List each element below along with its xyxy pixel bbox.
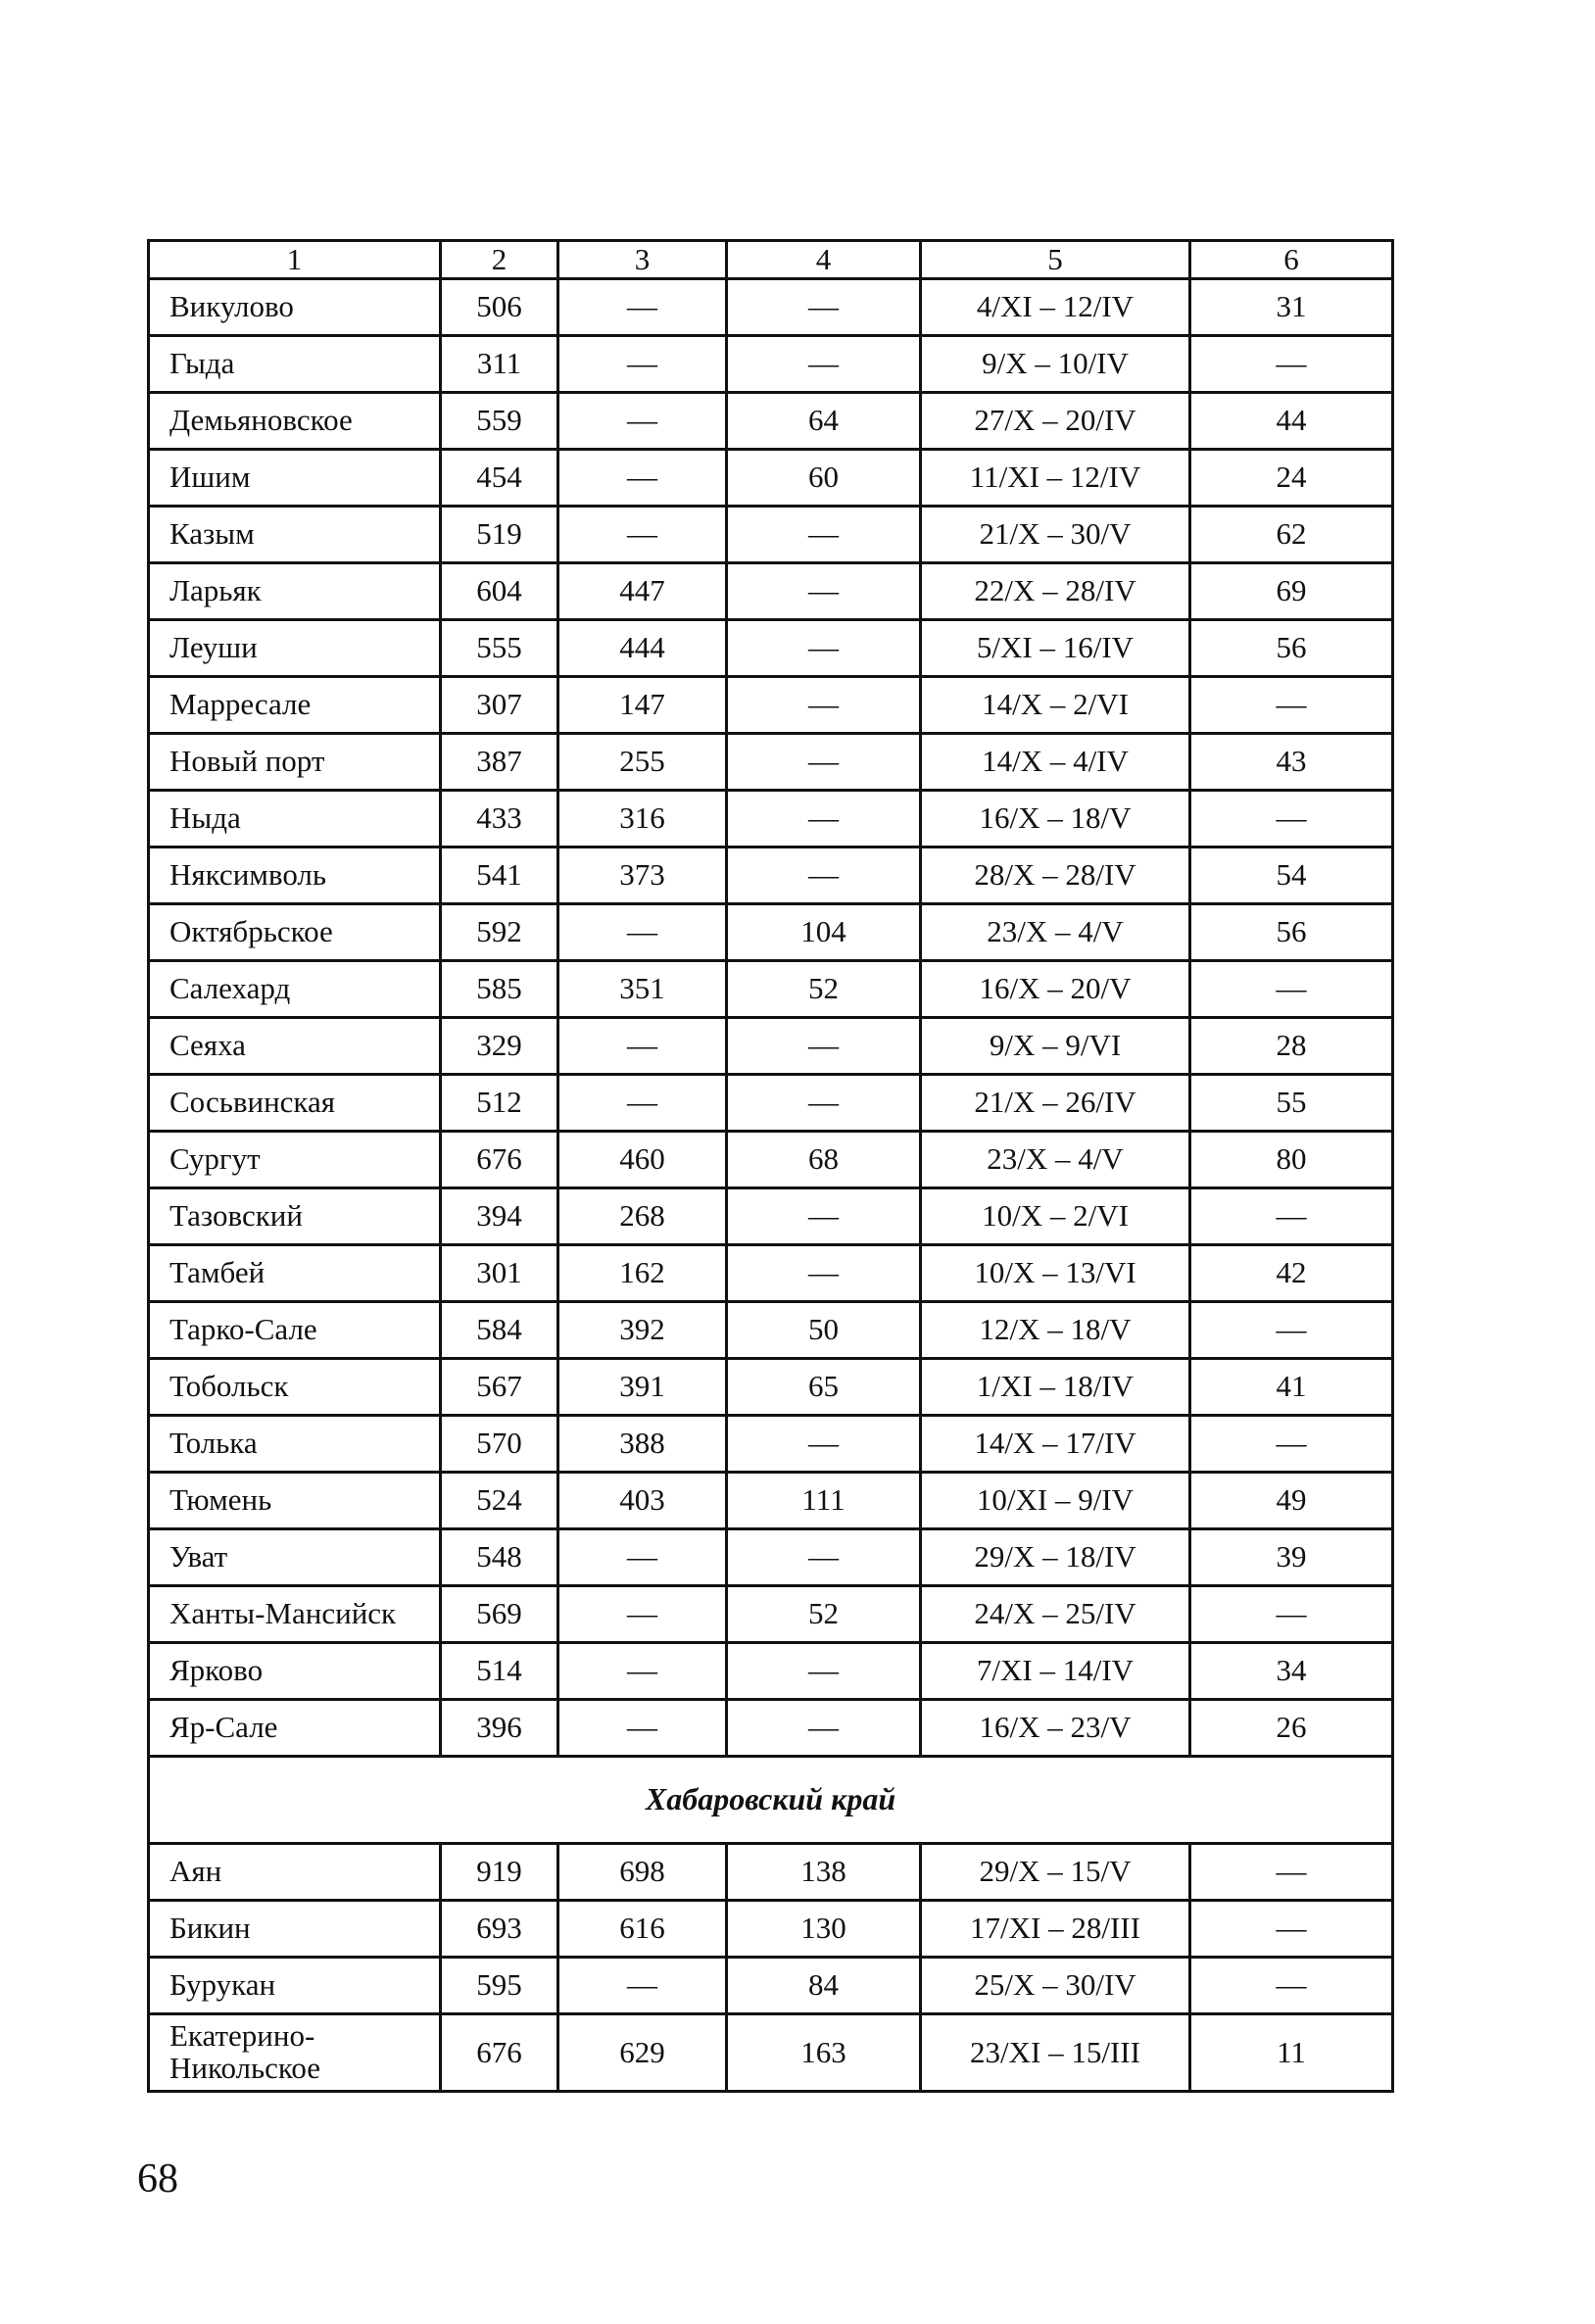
value-col-3-cell: 391 xyxy=(558,1359,727,1416)
period-col-5-cell: 22/X – 28/IV xyxy=(921,563,1190,620)
table-row xyxy=(149,1643,1393,1700)
value-col-6-cell: — xyxy=(1190,1586,1393,1643)
station-name-cell: Ларьяк xyxy=(149,563,441,620)
station-name-cell: Октябрьское xyxy=(149,904,441,961)
value-col-3-cell: 268 xyxy=(558,1188,727,1245)
value-col-2-cell: 524 xyxy=(441,1473,558,1529)
station-name-cell: Толька xyxy=(149,1416,441,1473)
value-col-6-cell: 55 xyxy=(1190,1075,1393,1132)
value-col-3-cell: 388 xyxy=(558,1416,727,1473)
value-col-4-cell: 52 xyxy=(727,961,921,1018)
value-col-2-cell: 394 xyxy=(441,1188,558,1245)
value-col-2-cell: 595 xyxy=(441,1958,558,2014)
value-col-2-cell: 329 xyxy=(441,1018,558,1075)
value-col-2-cell: 604 xyxy=(441,563,558,620)
period-col-5-cell: 9/X – 10/IV xyxy=(921,336,1190,393)
period-col-5-cell: 1/XI – 18/IV xyxy=(921,1359,1190,1416)
table-row xyxy=(149,1018,1393,1075)
table-body xyxy=(149,279,1393,2092)
column-header-5: 5 xyxy=(921,241,1190,279)
station-name-cell: Сургут xyxy=(149,1132,441,1188)
value-col-2-cell: 570 xyxy=(441,1416,558,1473)
value-col-4-cell: — xyxy=(727,734,921,791)
period-col-5-cell: 7/XI – 14/IV xyxy=(921,1643,1190,1700)
value-col-4-cell: — xyxy=(727,620,921,677)
period-col-5-cell: 29/X – 18/IV xyxy=(921,1529,1190,1586)
value-col-4-cell: — xyxy=(727,1643,921,1700)
station-name-cell: Гыда xyxy=(149,336,441,393)
station-name-cell: Тобольск xyxy=(149,1359,441,1416)
value-col-6-cell: 80 xyxy=(1190,1132,1393,1188)
period-col-5-cell: 23/X – 4/V xyxy=(921,904,1190,961)
value-col-4-cell: — xyxy=(727,1245,921,1302)
station-name-cell: Новый порт xyxy=(149,734,441,791)
period-col-5-cell: 21/X – 26/IV xyxy=(921,1075,1190,1132)
value-col-3-cell: — xyxy=(558,1529,727,1586)
station-name-cell: Салехард xyxy=(149,961,441,1018)
station-name-cell: Ханты-Мансийск xyxy=(149,1586,441,1643)
station-name-cell: Тарко-Сале xyxy=(149,1302,441,1359)
station-name-cell: Екатерино-Никольское xyxy=(149,2014,441,2092)
value-col-4-cell: 68 xyxy=(727,1132,921,1188)
period-col-5-cell: 28/X – 28/IV xyxy=(921,847,1190,904)
value-col-3-cell: — xyxy=(558,279,727,336)
station-name-cell: Ярково xyxy=(149,1643,441,1700)
section-row xyxy=(149,1757,1393,1844)
station-name-cell: Няксимволь xyxy=(149,847,441,904)
value-col-6-cell: 34 xyxy=(1190,1643,1393,1700)
value-col-3-cell: 403 xyxy=(558,1473,727,1529)
value-col-2-cell: 584 xyxy=(441,1302,558,1359)
value-col-6-cell: 26 xyxy=(1190,1700,1393,1757)
column-header-4: 4 xyxy=(727,241,921,279)
column-header-3: 3 xyxy=(558,241,727,279)
station-name-cell: Викулово xyxy=(149,279,441,336)
value-col-6-cell: 54 xyxy=(1190,847,1393,904)
value-col-4-cell: — xyxy=(727,1018,921,1075)
period-col-5-cell: 14/X – 2/VI xyxy=(921,677,1190,734)
value-col-4-cell: — xyxy=(727,563,921,620)
value-col-2-cell: 512 xyxy=(441,1075,558,1132)
value-col-6-cell: — xyxy=(1190,1188,1393,1245)
period-col-5-cell: 4/XI – 12/IV xyxy=(921,279,1190,336)
period-col-5-cell: 5/XI – 16/IV xyxy=(921,620,1190,677)
value-col-2-cell: 541 xyxy=(441,847,558,904)
value-col-4-cell: — xyxy=(727,1700,921,1757)
value-col-3-cell: 392 xyxy=(558,1302,727,1359)
station-name-cell: Марресале xyxy=(149,677,441,734)
station-name-cell: Сеяха xyxy=(149,1018,441,1075)
table-header xyxy=(149,241,1393,279)
station-name-cell: Бурукан xyxy=(149,1958,441,2014)
station-name-cell: Тазовский xyxy=(149,1188,441,1245)
value-col-2-cell: 559 xyxy=(441,393,558,450)
table-row xyxy=(149,1416,1393,1473)
table-row xyxy=(149,1901,1393,1958)
table-row xyxy=(149,1844,1393,1901)
value-col-4-cell: 111 xyxy=(727,1473,921,1529)
value-col-2-cell: 506 xyxy=(441,279,558,336)
period-col-5-cell: 25/X – 30/IV xyxy=(921,1958,1190,2014)
table-row xyxy=(149,1359,1393,1416)
value-col-6-cell: 56 xyxy=(1190,620,1393,677)
period-col-5-cell: 12/X – 18/V xyxy=(921,1302,1190,1359)
value-col-6-cell: 49 xyxy=(1190,1473,1393,1529)
value-col-2-cell: 569 xyxy=(441,1586,558,1643)
value-col-4-cell: 50 xyxy=(727,1302,921,1359)
table-row xyxy=(149,279,1393,336)
table-row xyxy=(149,847,1393,904)
value-col-4-cell: — xyxy=(727,336,921,393)
value-col-6-cell: 28 xyxy=(1190,1018,1393,1075)
value-col-6-cell: — xyxy=(1190,677,1393,734)
table-row xyxy=(149,2014,1393,2092)
value-col-2-cell: 514 xyxy=(441,1643,558,1700)
value-col-6-cell: — xyxy=(1190,1844,1393,1901)
table-row xyxy=(149,1132,1393,1188)
period-col-5-cell: 24/X – 25/IV xyxy=(921,1586,1190,1643)
value-col-2-cell: 301 xyxy=(441,1245,558,1302)
period-col-5-cell: 14/X – 4/IV xyxy=(921,734,1190,791)
value-col-3-cell: — xyxy=(558,1018,727,1075)
period-col-5-cell: 10/X – 2/VI xyxy=(921,1188,1190,1245)
value-col-3-cell: 447 xyxy=(558,563,727,620)
station-name-cell: Демьяновское xyxy=(149,393,441,450)
station-name-cell: Яр-Сале xyxy=(149,1700,441,1757)
column-header-1: 1 xyxy=(149,241,441,279)
value-col-4-cell: 84 xyxy=(727,1958,921,2014)
value-col-6-cell: 31 xyxy=(1190,279,1393,336)
value-col-2-cell: 555 xyxy=(441,620,558,677)
value-col-4-cell: — xyxy=(727,1075,921,1132)
value-col-4-cell: — xyxy=(727,507,921,563)
value-col-6-cell: — xyxy=(1190,1416,1393,1473)
column-header-6: 6 xyxy=(1190,241,1393,279)
header-row xyxy=(149,241,1393,279)
value-col-4-cell: — xyxy=(727,1416,921,1473)
period-col-5-cell: 23/X – 4/V xyxy=(921,1132,1190,1188)
period-col-5-cell: 16/X – 20/V xyxy=(921,961,1190,1018)
value-col-3-cell: 316 xyxy=(558,791,727,847)
value-col-2-cell: 519 xyxy=(441,507,558,563)
value-col-3-cell: — xyxy=(558,904,727,961)
table-row xyxy=(149,450,1393,507)
station-name-cell: Тюмень xyxy=(149,1473,441,1529)
value-col-4-cell: 163 xyxy=(727,2014,921,2092)
value-col-4-cell: — xyxy=(727,677,921,734)
table-row xyxy=(149,791,1393,847)
station-name-cell: Уват xyxy=(149,1529,441,1586)
value-col-3-cell: 698 xyxy=(558,1844,727,1901)
period-col-5-cell: 29/X – 15/V xyxy=(921,1844,1190,1901)
value-col-4-cell: 64 xyxy=(727,393,921,450)
period-col-5-cell: 17/XI – 28/III xyxy=(921,1901,1190,1958)
value-col-3-cell: 162 xyxy=(558,1245,727,1302)
value-col-2-cell: 307 xyxy=(441,677,558,734)
period-col-5-cell: 27/X – 20/IV xyxy=(921,393,1190,450)
table-row xyxy=(149,1958,1393,2014)
value-col-4-cell: — xyxy=(727,1188,921,1245)
station-name-cell: Ишим xyxy=(149,450,441,507)
value-col-4-cell: — xyxy=(727,279,921,336)
station-name-cell: Сосьвинская xyxy=(149,1075,441,1132)
station-name-cell: Леуши xyxy=(149,620,441,677)
period-col-5-cell: 10/X – 13/VI xyxy=(921,1245,1190,1302)
value-col-6-cell: 69 xyxy=(1190,563,1393,620)
table-row xyxy=(149,904,1393,961)
value-col-3-cell: — xyxy=(558,1643,727,1700)
value-col-2-cell: 693 xyxy=(441,1901,558,1958)
station-name-cell: Ныда xyxy=(149,791,441,847)
period-col-5-cell: 16/X – 23/V xyxy=(921,1700,1190,1757)
value-col-4-cell: 138 xyxy=(727,1844,921,1901)
value-col-2-cell: 454 xyxy=(441,450,558,507)
value-col-2-cell: 387 xyxy=(441,734,558,791)
value-col-2-cell: 548 xyxy=(441,1529,558,1586)
value-col-6-cell: 24 xyxy=(1190,450,1393,507)
value-col-2-cell: 585 xyxy=(441,961,558,1018)
value-col-6-cell: 11 xyxy=(1190,2014,1393,2092)
value-col-4-cell: 52 xyxy=(727,1586,921,1643)
value-col-3-cell: 373 xyxy=(558,847,727,904)
table-row xyxy=(149,1188,1393,1245)
value-col-3-cell: — xyxy=(558,393,727,450)
value-col-2-cell: 676 xyxy=(441,2014,558,2092)
table-row xyxy=(149,1473,1393,1529)
value-col-6-cell: — xyxy=(1190,961,1393,1018)
period-col-5-cell: 16/X – 18/V xyxy=(921,791,1190,847)
value-col-6-cell: 42 xyxy=(1190,1245,1393,1302)
value-col-3-cell: 351 xyxy=(558,961,727,1018)
table-row xyxy=(149,1245,1393,1302)
value-col-3-cell: 616 xyxy=(558,1901,727,1958)
value-col-3-cell: 444 xyxy=(558,620,727,677)
value-col-6-cell: 39 xyxy=(1190,1529,1393,1586)
value-col-3-cell: 629 xyxy=(558,2014,727,2092)
value-col-4-cell: — xyxy=(727,1529,921,1586)
table-row xyxy=(149,734,1393,791)
period-col-5-cell: 11/XI – 12/IV xyxy=(921,450,1190,507)
table-row xyxy=(149,677,1393,734)
station-name-cell: Аян xyxy=(149,1844,441,1901)
value-col-4-cell: 65 xyxy=(727,1359,921,1416)
value-col-2-cell: 919 xyxy=(441,1844,558,1901)
value-col-6-cell: — xyxy=(1190,1901,1393,1958)
table-row xyxy=(149,1302,1393,1359)
column-header-2: 2 xyxy=(441,241,558,279)
value-col-6-cell: 43 xyxy=(1190,734,1393,791)
station-name-cell: Казым xyxy=(149,507,441,563)
value-col-3-cell: — xyxy=(558,336,727,393)
value-col-6-cell: 56 xyxy=(1190,904,1393,961)
value-col-6-cell: 41 xyxy=(1190,1359,1393,1416)
table-row xyxy=(149,393,1393,450)
climate-table xyxy=(147,239,1394,2093)
period-col-5-cell: 14/X – 17/IV xyxy=(921,1416,1190,1473)
value-col-2-cell: 592 xyxy=(441,904,558,961)
period-col-5-cell: 10/XI – 9/IV xyxy=(921,1473,1190,1529)
table-row xyxy=(149,961,1393,1018)
value-col-3-cell: — xyxy=(558,1958,727,2014)
period-col-5-cell: 21/X – 30/V xyxy=(921,507,1190,563)
value-col-3-cell: 255 xyxy=(558,734,727,791)
period-col-5-cell: 9/X – 9/VI xyxy=(921,1018,1190,1075)
value-col-2-cell: 311 xyxy=(441,336,558,393)
page-number: 68 xyxy=(137,2156,178,2202)
table-row xyxy=(149,507,1393,563)
value-col-3-cell: 147 xyxy=(558,677,727,734)
value-col-3-cell: 460 xyxy=(558,1132,727,1188)
value-col-6-cell: 44 xyxy=(1190,393,1393,450)
value-col-2-cell: 396 xyxy=(441,1700,558,1757)
value-col-6-cell: — xyxy=(1190,336,1393,393)
section-title: Хабаровский край xyxy=(149,1757,1393,1844)
value-col-6-cell: 62 xyxy=(1190,507,1393,563)
value-col-4-cell: 104 xyxy=(727,904,921,961)
value-col-3-cell: — xyxy=(558,1700,727,1757)
value-col-4-cell: 130 xyxy=(727,1901,921,1958)
value-col-3-cell: — xyxy=(558,1075,727,1132)
value-col-3-cell: — xyxy=(558,450,727,507)
value-col-4-cell: — xyxy=(727,847,921,904)
table-row xyxy=(149,336,1393,393)
value-col-4-cell: — xyxy=(727,791,921,847)
table-row xyxy=(149,1700,1393,1757)
table-row xyxy=(149,1586,1393,1643)
table-row xyxy=(149,563,1393,620)
period-col-5-cell: 23/XI – 15/III xyxy=(921,2014,1190,2092)
value-col-6-cell: — xyxy=(1190,1958,1393,2014)
value-col-6-cell: — xyxy=(1190,791,1393,847)
station-name-cell: Тамбей xyxy=(149,1245,441,1302)
table-row xyxy=(149,1075,1393,1132)
value-col-6-cell: — xyxy=(1190,1302,1393,1359)
value-col-2-cell: 676 xyxy=(441,1132,558,1188)
table-row xyxy=(149,620,1393,677)
station-name-cell: Бикин xyxy=(149,1901,441,1958)
value-col-3-cell: — xyxy=(558,507,727,563)
value-col-4-cell: 60 xyxy=(727,450,921,507)
value-col-2-cell: 567 xyxy=(441,1359,558,1416)
value-col-2-cell: 433 xyxy=(441,791,558,847)
value-col-3-cell: — xyxy=(558,1586,727,1643)
table-row xyxy=(149,1529,1393,1586)
